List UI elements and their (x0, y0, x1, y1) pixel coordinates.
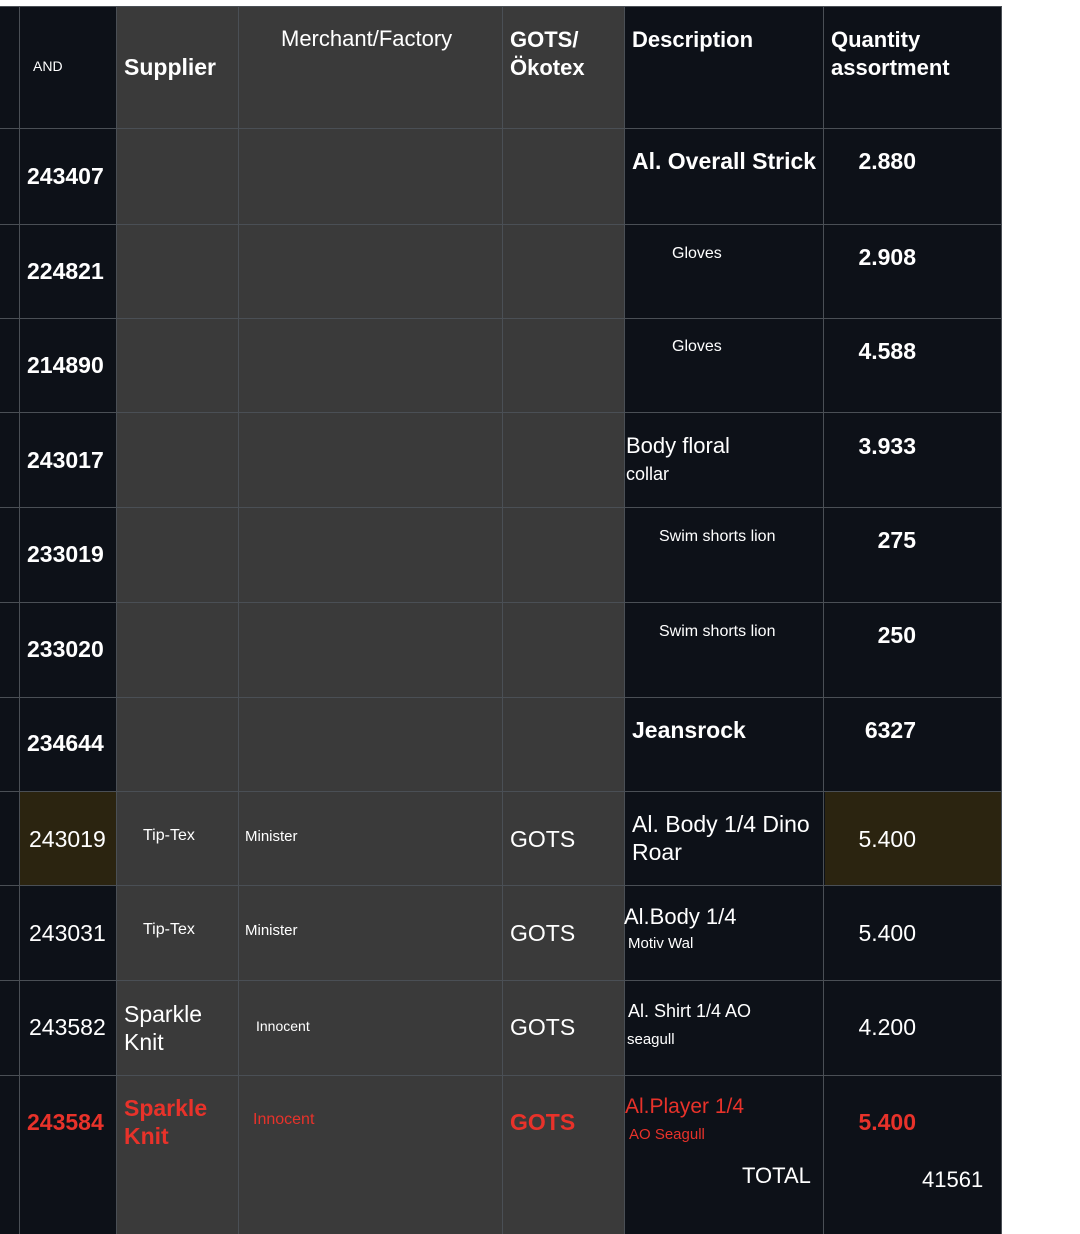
header-and: AND (33, 58, 63, 74)
header-description: Description (632, 27, 754, 52)
cell-supplier-sub: Knit (124, 1123, 169, 1149)
cell-description-sub: Roar (632, 839, 682, 865)
cell-supplier: Sparkle (124, 1001, 202, 1027)
cell-description: Swim shorts lion (659, 528, 776, 545)
cell-quantity: 5.400 (858, 826, 916, 852)
cell-description: Body floral (626, 433, 730, 458)
total-label: TOTAL (742, 1163, 811, 1188)
cell-description: Jeansrock (632, 717, 746, 743)
cell-description: Al. Body 1/4 Dino (632, 811, 810, 837)
cell-and: 224821 (27, 258, 104, 284)
cell-and: 243582 (29, 1014, 106, 1040)
cell-quantity: 5.400 (858, 920, 916, 946)
cell-supplier: Tip-Tex (143, 827, 195, 844)
cell-quantity: 4.200 (858, 1014, 916, 1040)
cell-description: Al. Shirt 1/4 AO (628, 1001, 752, 1021)
cell-description: Al.Player 1/4 (625, 1095, 745, 1118)
cell-quantity: 275 (877, 527, 916, 553)
cell-description-sub: Motiv Wal (628, 935, 694, 952)
cell-gots: GOTS (510, 1109, 576, 1135)
cell-gots: GOTS (510, 826, 576, 852)
header-merchant: Merchant/Factory (281, 26, 453, 51)
cell-quantity: 250 (877, 622, 916, 648)
cell-supplier: Sparkle (124, 1095, 208, 1121)
cell-and: 243031 (29, 920, 106, 946)
cell-gots: GOTS (510, 1014, 576, 1040)
cell-quantity: 6327 (864, 717, 916, 743)
merchant-column-bg (239, 6, 502, 1234)
cell-description: Al. Overall Strick (632, 148, 817, 174)
total-value: 41561 (922, 1167, 984, 1192)
cell-and: 243407 (27, 163, 104, 189)
cell-description: Swim shorts lion (659, 623, 776, 640)
cell-and: 233020 (27, 636, 104, 662)
header-quantity-line2: assortment (831, 55, 950, 80)
cell-quantity: 2.880 (858, 148, 916, 174)
cell-and: 234644 (27, 730, 104, 756)
cell-merchant: Minister (245, 922, 298, 939)
cell-quantity: 3.933 (858, 433, 916, 459)
cell-and: 214890 (27, 352, 104, 378)
cell-quantity: 2.908 (858, 244, 916, 270)
cell-description: Gloves (672, 245, 722, 262)
cell-quantity: 4.588 (858, 338, 916, 364)
cell-description: Al.Body 1/4 (624, 904, 737, 929)
order-table (0, 6, 1002, 1234)
cell-quantity: 5.400 (858, 1109, 916, 1135)
cell-description: Gloves (672, 338, 722, 355)
gots-column-bg (503, 6, 624, 1234)
cell-description-sub: seagull (627, 1031, 675, 1048)
header-quantity-line1: Quantity (831, 27, 921, 52)
cell-description-sub: AO Seagull (629, 1126, 705, 1143)
cell-and: 233019 (27, 541, 104, 567)
cell-merchant: Innocent (256, 1018, 310, 1034)
cell-and: 243584 (27, 1109, 104, 1135)
cell-merchant: Minister (245, 828, 298, 845)
cell-and: 243017 (27, 447, 104, 473)
cell-and: 243019 (29, 826, 106, 852)
header-gots-line2: Ökotex (510, 55, 585, 80)
cell-gots: GOTS (510, 920, 576, 946)
cell-supplier-sub: Knit (124, 1029, 164, 1055)
cell-description-sub: collar (626, 464, 670, 484)
header-supplier: Supplier (124, 54, 217, 80)
cell-merchant: Innocent (253, 1111, 315, 1128)
cell-supplier: Tip-Tex (143, 921, 195, 938)
header-gots-line1: GOTS/ (510, 27, 579, 52)
